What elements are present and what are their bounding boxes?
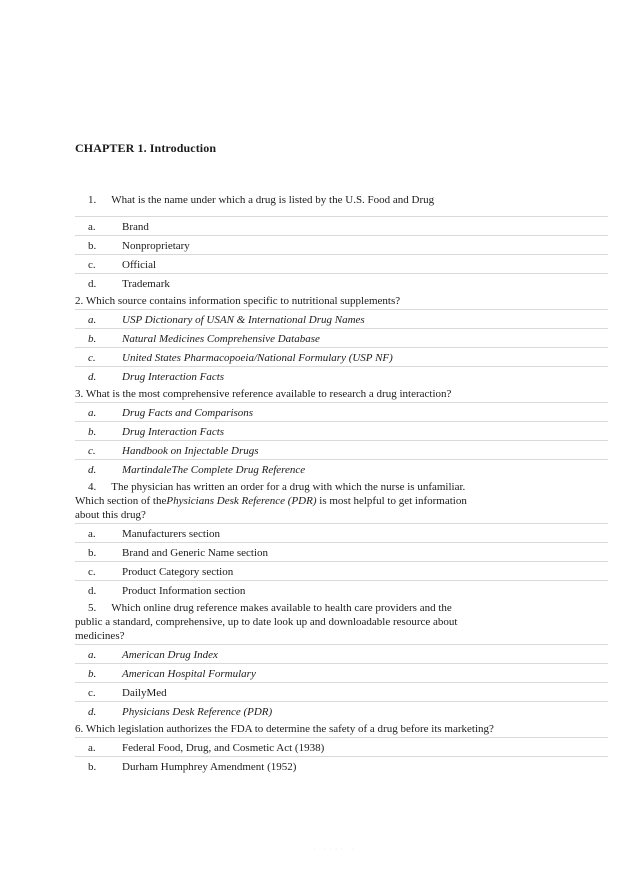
option-letter: d.: [88, 464, 97, 476]
question: [75, 191, 608, 292]
question-text: medicines?: [75, 630, 125, 642]
question-text: Which online drug reference makes available to health care providers and the: [111, 602, 452, 614]
option-letter: b.: [88, 240, 97, 252]
question-line: [75, 494, 608, 508]
question-paragraph: [75, 292, 608, 309]
option-letter: a.: [88, 221, 96, 233]
option-text: Durham Humphrey Amendment (1952): [122, 761, 297, 773]
option-letter: d.: [88, 278, 97, 290]
question-number: 3.: [75, 388, 84, 400]
option-letter: b.: [88, 761, 97, 773]
option-letter: d.: [88, 706, 97, 718]
option-text: USP Dictionary of USAN & International Drug Names: [122, 314, 365, 326]
option-text: Physicians Desk Reference (PDR): [122, 706, 273, 718]
option-letter: c.: [88, 445, 96, 457]
answer-option-row: [75, 273, 608, 292]
option-text: Brand: [122, 221, 149, 233]
option-letter: d.: [88, 371, 97, 383]
question-line: [75, 629, 608, 643]
answer-option-row: [75, 216, 608, 235]
answer-option-row: [75, 347, 608, 366]
option-text: Handbook on Injectable Drugs: [122, 445, 259, 457]
option-text: American Hospital Formulary: [122, 668, 256, 680]
question-line: [75, 480, 608, 494]
option-text: Federal Food, Drug, and Cosmetic Act (1938): [122, 742, 325, 754]
option-letter: a.: [88, 407, 97, 419]
question-line: [75, 615, 608, 629]
answer-option-row: [75, 542, 608, 561]
chapter-heading: CHAPTER 1. Introduction: [75, 141, 217, 155]
question: [75, 599, 608, 720]
question-text: public a standard, comprehensive, up to date look up and downloadable resource about: [75, 616, 458, 628]
option-letter: a.: [88, 528, 96, 540]
option-letter: a.: [88, 742, 96, 754]
option-letter: c.: [88, 259, 96, 271]
option-text: American Drug Index: [122, 649, 218, 661]
question: [75, 292, 608, 385]
faint-footer-mark: · ···· ·: [313, 845, 357, 854]
option-text: Nonproprietary: [122, 240, 190, 252]
answer-option-row: [75, 523, 608, 542]
answer-option-row: [75, 254, 608, 273]
option-text: Official: [122, 259, 157, 271]
question-number: 4.: [88, 481, 97, 493]
option-letter: c.: [88, 687, 96, 699]
question-text: Physicians Desk Reference (PDR): [166, 495, 317, 507]
question: [75, 385, 608, 478]
question-text: Which section of the: [75, 495, 167, 507]
answer-option-row: [75, 366, 608, 385]
option-text: Manufacturers section: [122, 528, 221, 540]
option-letter: b.: [88, 547, 97, 559]
option-text: DailyMed: [122, 687, 167, 699]
question-number: 2.: [75, 295, 84, 307]
option-text: MartindaleThe Complete Drug Reference: [122, 464, 306, 476]
answer-option-row: [75, 663, 608, 682]
answer-option-row: [75, 402, 608, 421]
option-text: Natural Medicines Comprehensive Database: [122, 333, 320, 345]
question-text: Which legislation authorizes the FDA to determine the safety of a drug before its marketing?: [85, 723, 494, 735]
option-letter: d.: [88, 585, 97, 597]
question-line: [75, 193, 608, 207]
question-paragraph: [75, 720, 608, 737]
question-line: [75, 508, 608, 522]
answer-option-row: [75, 459, 608, 478]
option-text: Drug Interaction Facts: [122, 426, 225, 438]
option-text: Trademark: [122, 278, 170, 290]
question-paragraph: [75, 478, 608, 523]
option-letter: a.: [88, 314, 97, 326]
question-number: 5.: [88, 602, 97, 614]
option-text: Brand and Generic Name section: [122, 547, 268, 559]
answer-option-row: [75, 561, 608, 580]
answer-option-row: [75, 235, 608, 254]
answer-option-row: [75, 309, 608, 328]
question-text: Which source contains information specific to nutritional supplements?: [85, 295, 401, 307]
question-line: [75, 387, 608, 401]
option-letter: b.: [88, 426, 97, 438]
option-letter: c.: [88, 566, 96, 578]
question: [75, 478, 608, 599]
option-letter: b.: [88, 333, 97, 345]
answer-option-row: [75, 644, 608, 663]
option-text: Product Information section: [122, 585, 246, 597]
question-list: [75, 191, 608, 775]
answer-option-row: [75, 701, 608, 720]
question-text: What is the most comprehensive reference available to research a drug interaction?: [85, 388, 452, 400]
question-line: [75, 722, 608, 736]
option-text: United States Pharmacopoeia/National Formulary (USP NF): [122, 352, 393, 364]
option-letter: b.: [88, 668, 97, 680]
option-letter: a.: [88, 649, 97, 661]
answer-option-row: [75, 737, 608, 756]
question-number: 1.: [88, 194, 97, 206]
question-paragraph: [75, 385, 608, 402]
answer-option-row: [75, 421, 608, 440]
question-text: The physician has written an order for a drug with which the nurse is unfamiliar.: [111, 481, 466, 493]
question-number: 6.: [75, 723, 84, 735]
question: [75, 720, 608, 775]
option-text: Product Category section: [122, 566, 234, 578]
answer-option-row: [75, 756, 608, 775]
page-content: [75, 0, 608, 775]
question-paragraph: [75, 191, 608, 208]
question-line: [75, 601, 608, 615]
option-letter: c.: [88, 352, 96, 364]
question-line: [75, 294, 608, 308]
answer-option-row: [75, 580, 608, 599]
question-text: is most helpful to get information: [316, 495, 467, 507]
question-text: about this drug?: [75, 509, 146, 521]
option-text: Drug Interaction Facts: [122, 371, 225, 383]
question-paragraph: [75, 599, 608, 644]
option-text: Drug Facts and Comparisons: [122, 407, 254, 419]
answer-option-row: [75, 440, 608, 459]
question-text: What is the name under which a drug is listed by the U.S. Food and Drug: [111, 194, 435, 206]
answer-option-row: [75, 682, 608, 701]
answer-option-row: [75, 328, 608, 347]
